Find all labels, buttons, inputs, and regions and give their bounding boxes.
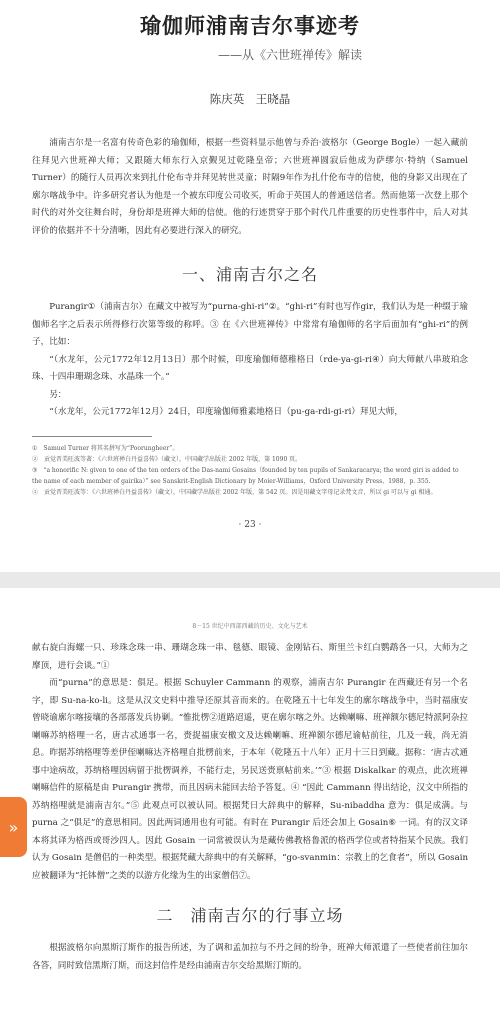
body-paragraph: 献右旋白海螺一只、珍珠念珠一串、珊瑚念珠一串、毯德、眼镜、金刚钻石、斯里兰卡红白鹦鹉各一只，大师为之摩顶，进行会谈。”① — [32, 643, 468, 671]
running-head: 8－15 世纪中西部西藏的历史、文化与艺术 — [192, 623, 308, 630]
article-authors: 陈庆英 王晓晶 — [209, 92, 291, 106]
body-paragraph: 而“purna”的意思是：俱足。根据 Schuyler Cammann 的观察，浦南吉尔 Purangir 在西藏还有另一个名字，即 Su-na-ko-li。这是从汉文史料中推导还原其音而来的。在乾隆五十七年发生的廓尔喀战争中，当时福康安曾晓谕廓尔喀接壤的各部落发兵协剿。“惟批楞②道路迢遥，更在廓尔喀之外。达赖喇嘛、班禅额尔德尼特派阿杂拉喇嘛苏纳格哩一名，唐古忒通事一名，赍捉福康安檄文及达赖喇嘛、班禅额尔德尼谕帖前往，几及一载，尚无消息。昨据苏纳格哩等差伊侄喇嘛达齐格哩自批楞前来，于本年（乾隆五十八年）正月十三日到藏。据称：‘唐古忒通事中途病故，苏纳格哩因病留于批楞调养，不能行走，另民送赍禀帖前来。’”③ 根据 Diskalkar 的观点，此次班禅喇嘛信件的原稿是由 Purangir 携带，而且因病未能回去给予答复。④ “因此 Cammann 得出结论，汉文中所指的苏纳格哩就是浦南吉尔。”⑤ 此观点可以被认同。根据梵日大辞典中的解释，Su-nibaddha 意为：俱足成满。与 purna 之“俱足”的意思相同。因此两词通用也有可能。有时在 Purangir 后还会加上 Gosain⑥ 一词。有的汉文译本将其译为格西或哥沙四人。因此 Gosain 一词常被误认为是藏传佛教格鲁派的格西学位或者特指某个民族。我们认为 Gosain 是僧侣的一种类型。根据梵藏大辞典中的有关解释，“go-svanmin：宗教上的乞食者”，所以 Gosain 应被翻译为“托钵僧”之类的以游方化缘为生的出家僧侣⑦。 — [32, 678, 469, 881]
article-subtitle: ——从《六世班禅传》解读 — [217, 48, 362, 62]
section-heading-2: 二 浦南吉尔的行事立场 — [156, 906, 344, 925]
footnote: ④ 贡觉晋美旺波等：《六世班禅白丹益喜传》（藏文），中国藏学出版社 2002 年版，第 542 页。因是用藏文字母记录梵文音，所以 gi 可以与 gi 相通。 — [32, 488, 437, 496]
body-paragraph: 根据波格尔向黑斯汀斯作的报告所述，为了调和孟加拉与不丹之间的纷争，班禅大师派遣了一些使者前往加尔各答，同时致信黑斯汀斯，而这封信件是经由浦南吉尔交给黑斯汀斯的。 — [32, 943, 468, 971]
footnote: ③ “a honorific N: given to one of the ten orders of the Das-nami Gosains（founded by ten pupils of Sankaracarya; the word giri is added to the name of each member of gairika）” see Sanskrit-English Dictionary by Moier-Williams，Oxford University Press，1988，p. 355. — [32, 466, 459, 485]
body-paragraph: 另： — [49, 389, 67, 400]
intro-paragraph: 浦南吉尔是一名富有传奇色彩的瑜伽师，根据一些资料显示他曾与乔治·波格尔（George Bogle）一起入藏前往拜见六世班禅大师；又跟随大师东行入京觐见过乾隆皇帝；六世班禅圆寂后他成为萨缪尔·特纳（Samuel Turner）的随行人员再次来到扎什伦布寺并拜见转世灵童；时隔9年作为扎什伦布寺的信使，他的身影又出现在了廓尔喀战争中。许多研究者认为他是一个被东印度公司收买，听命于英国人的普通送信者。然而他第一次登上那个时代的对外交往舞台时，身份却是班禅大师的信使。他的行迹贯穿于那个时代几件重要的历史性事件中，后人对其评价的依据并不十分清晰，因此有必要进行深入的研究。 — [32, 138, 468, 236]
double-chevron-right-icon: » — [8, 817, 19, 837]
footnote: ② 贡觉晋美旺波等著：《六世班禅白丹益喜传》（藏文），中国藏学出版社 2002 年版，第 1090 页。 — [32, 455, 302, 463]
body-paragraph: “（水龙年，公元1772年12月13日）那个时候，印度瑜伽师德稚格日（rde-ya-gi-ri④）向大师献八串玻珀念珠、十四串珊瑚念珠、水晶珠一个。” — [32, 354, 468, 382]
footnote-divider — [32, 436, 152, 437]
page-number: · 23 · — [238, 519, 262, 530]
article-title: 瑜伽师浦南吉尔事迹考 — [140, 13, 360, 38]
body-paragraph: “（水龙年，公元1772年12月）24日，印度瑜伽师雅素地格日（pu-ga-rdi-gi-ri）拜见大师， — [49, 407, 403, 417]
side-panel-toggle-button[interactable] — [0, 797, 27, 857]
document-page-24 — [0, 588, 500, 1024]
section-heading-1: 一、浦南吉尔之名 — [181, 265, 318, 284]
footnote: ① Samuel Turner 将其名拼写为“Poorungheer”。 — [32, 444, 179, 452]
body-paragraph: Purangir①（浦南吉尔）在藏文中被写为“purna-ghi-ri”②。“ghi-ri”有时也写作gir，我们认为是一种缀于瑜伽师名字之后表示所得修行次第等级的称呼。③ 在《六世班禅传》中常常有瑜伽师的名字后面加有“ghi-ri”的例子，比如： — [32, 302, 468, 347]
